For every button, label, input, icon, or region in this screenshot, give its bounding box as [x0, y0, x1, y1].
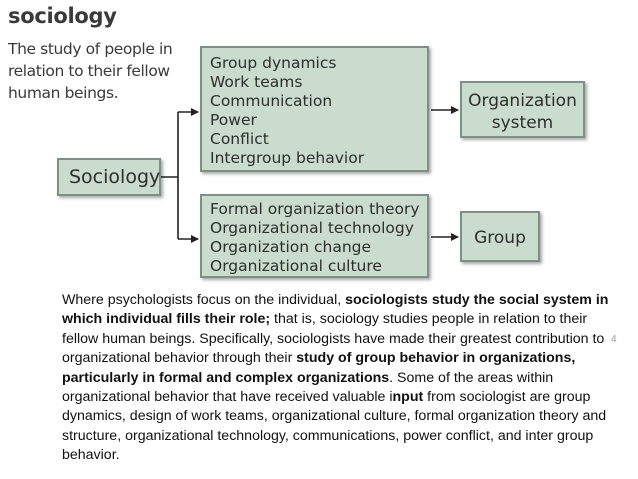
paragraph-text: Where psychologists focus on the individual, [62, 292, 346, 308]
slide-title: sociology [8, 4, 117, 28]
organization-topic-item: Organizational technology [210, 219, 414, 237]
organization-topic-item: Organizational culture [210, 257, 382, 275]
sociology-box-label: Sociology [69, 166, 161, 188]
sociology-box [57, 158, 161, 196]
group-topic-item: Work teams [210, 73, 303, 91]
group-topics-box [200, 46, 429, 172]
paragraph-emphasis: sociologists study the social system in which individual fills their role; [62, 292, 609, 328]
paragraph-text: from sociologist are group dynamics, design of work teams, organizational culture, formal organization theory and structure, organizational technology, communications, power conflict, and inter group behavior. [62, 389, 607, 464]
organization-topic-item: Formal organization theory [210, 200, 420, 218]
organization-topics-box [200, 194, 429, 278]
organization-system-box [460, 81, 585, 138]
organization-system-label-line: system [491, 113, 554, 133]
group-topic-item: Communication [210, 92, 333, 110]
group-topic-item: Power [210, 111, 257, 129]
paragraph-text: . Some of the areas within organizational behavior that have received valuable i [62, 369, 554, 406]
group-box [460, 211, 540, 262]
paragraph-text: that is, sociology studies people in relation to their fellow human beings. Specifically, sociologists have made their greatest contribution to organizational behavior through their [62, 311, 605, 367]
organization-topic-item: Organization change [210, 238, 372, 256]
group-topic-item: Intergroup behavior [210, 149, 365, 167]
page-number: 4 [611, 334, 617, 345]
group-topic-item: Conflict [210, 130, 269, 148]
slide-subtitle: The study of people in relation to their fellow human beings. [8, 40, 173, 102]
paragraph-emphasis: nput [392, 389, 424, 406]
paragraph-emphasis: study of group behavior in organizations, particularly in formal and complex organizations [62, 350, 576, 386]
group-box-label: Group [474, 228, 526, 248]
organization-system-label-line: Organization [468, 91, 577, 111]
group-topic-item: Group dynamics [210, 54, 337, 72]
explanation-paragraph [62, 291, 622, 466]
